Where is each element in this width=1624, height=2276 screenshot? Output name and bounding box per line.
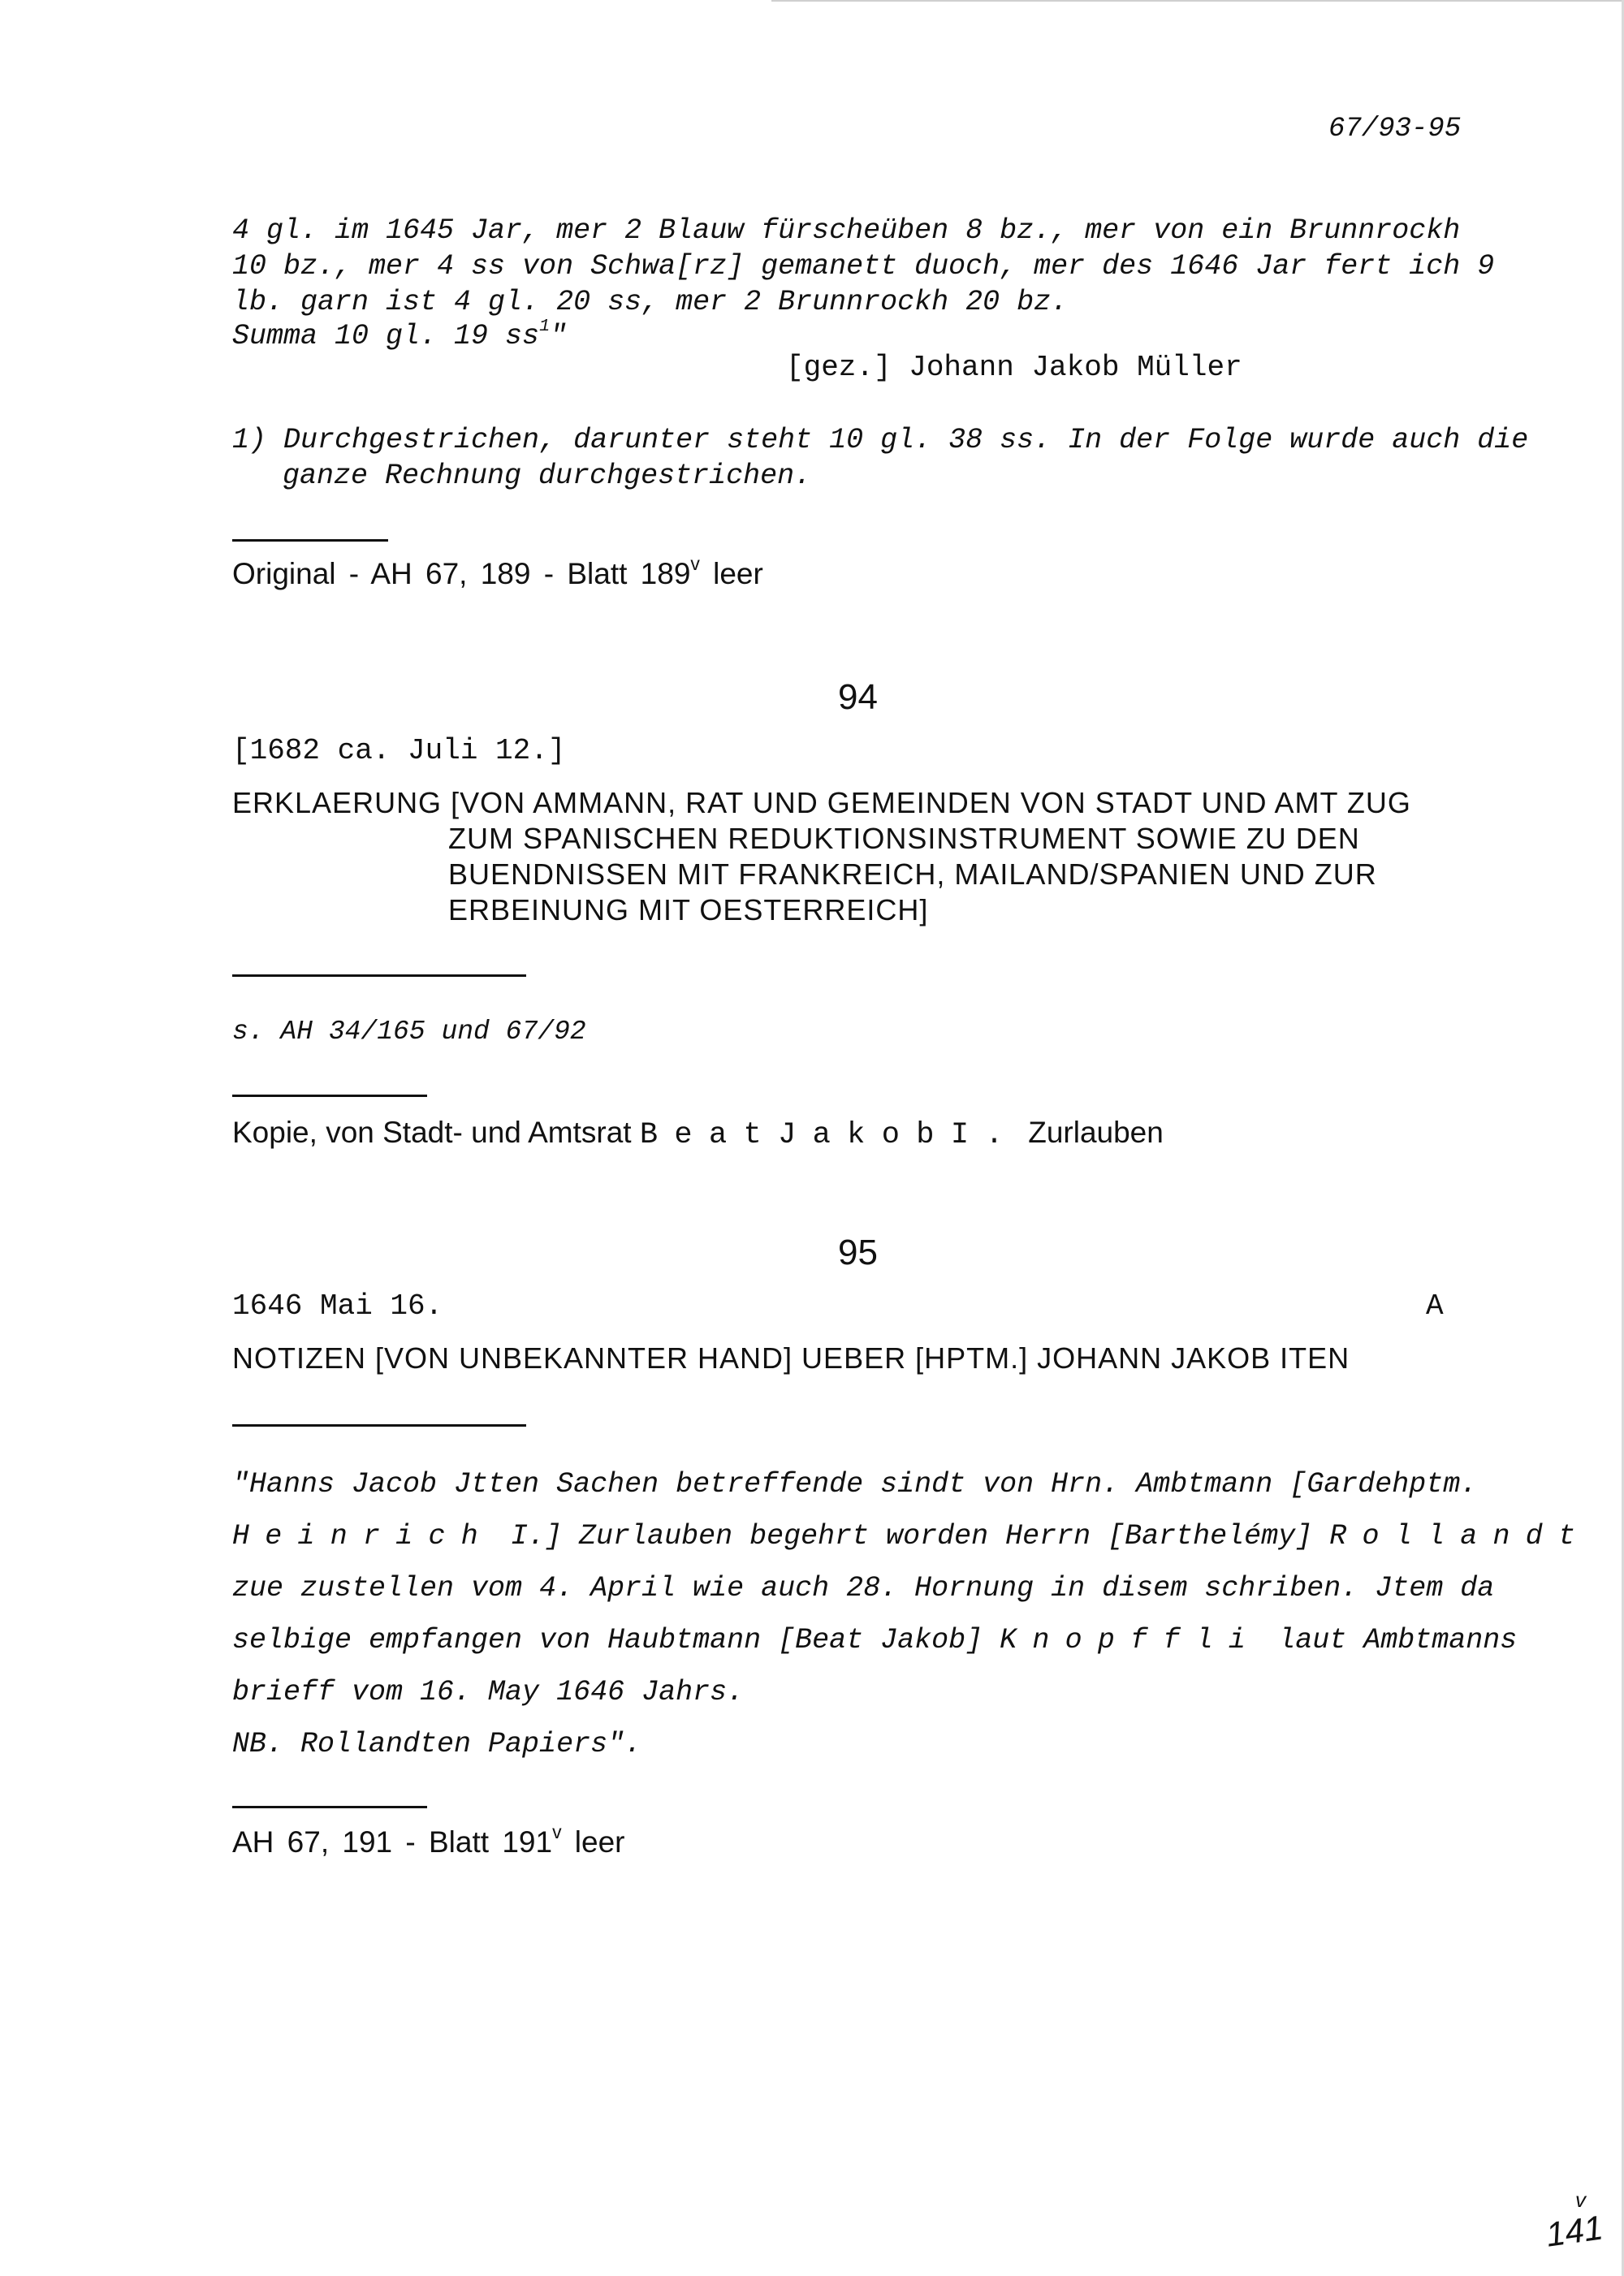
doc95-text-line-5: brieff vom 16. May 1646 Jahrs. (232, 1676, 745, 1708)
doc95-text-line-6: NB. Rollandten Papiers". (232, 1728, 642, 1760)
doc94-date: [1682 ca. Juli 12.] (232, 734, 566, 767)
folio-verso-mark: v (1575, 2187, 1586, 2212)
footnote-line-1: 1) Durchgestrichen, darunter steht 10 gl. 38 ss. In der Folge wurde auch die (232, 424, 1529, 456)
doc93-line-2: 10 bz., mer 4 ss von Schwa[rz] gemanett duoch, mer des 1646 Jar fert ich 9 (232, 250, 1495, 283)
spaced-name-jakob: JakobI. (778, 1118, 1020, 1152)
doc95-text-line-4 (232, 1622, 1517, 1658)
doc95-text-line-1: "Hanns Jacob Jtten Sachen betreffende sindt von Hrn. Ambtmann [Gardehptm. (232, 1468, 1478, 1501)
spaced-name-knopffli: Knopffli (1000, 1624, 1262, 1656)
doc95-text-line-4-a: selbige empfangen von Haubtmann [Beat Jakob] (232, 1624, 1000, 1656)
doc95-source-suffix: leer (561, 1825, 625, 1859)
separator-rule (232, 974, 526, 977)
doc93-summa (232, 318, 567, 354)
spaced-name-rollandt: Rollandt (1329, 1520, 1592, 1553)
page-top-edge (771, 0, 1624, 2)
doc95-title: NOTIZEN [VON UNBEKANNTER HAND] UEBER [HPTM.] JOHANN JAKOB ITEN (232, 1341, 1350, 1375)
doc95-text-line-4-b: laut Ambtmanns (1261, 1624, 1518, 1656)
doc93-line-3: lb. garn ist 4 gl. 20 ss, mer 2 Brunnrockh 20 bz. (232, 286, 1069, 318)
separator-rule (232, 1806, 427, 1808)
separator-rule (232, 1424, 526, 1427)
doc95-text-line-2-mid: I.] Zurlauben begehrt worden Herrn [Barthelémy] (494, 1520, 1330, 1553)
doc94-source-prefix: Kopie, von Stadt- und Amtsrat (232, 1116, 640, 1149)
folio-number: 141 (1544, 2208, 1605, 2254)
summa-text: Summa 10 gl. 19 ss (232, 320, 540, 352)
doc94-reference: s. AH 34/165 und 67/92 (232, 1017, 586, 1047)
doc93-line-1: 4 gl. im 1645 Jar, mer 2 Blauw fürscheüben 8 bz., mer von ein Brunnrockh (232, 214, 1461, 247)
footnote-line-2: ganze Rechnung durchgestrichen. (283, 460, 812, 492)
spaced-name-beat: Beat (639, 1118, 779, 1152)
doc94-title-line-2: ZUM SPANISCHEN REDUKTIONSINSTRUMENT SOWIE ZU DEN (448, 822, 1360, 855)
signature: [gez.] Johann Jakob Müller (786, 351, 1242, 384)
doc95-number: 95 (838, 1233, 878, 1272)
doc93-source-suffix: leer (699, 557, 763, 590)
doc95-source (232, 1821, 625, 1859)
doc94-number: 94 (838, 677, 878, 717)
doc94-title-line-1: ERKLAERUNG [VON AMMANN, RAT UND GEMEINDEN VON STADT UND AMT ZUG (232, 786, 1411, 819)
doc95-source-text: AH 67, 191 - Blatt 191 (232, 1825, 553, 1859)
doc94-title-line-4: ERBEINUNG MIT OESTERREICH] (448, 893, 929, 926)
verso-mark: v (552, 1821, 562, 1843)
page-reference: 67/93-95 (1328, 114, 1462, 145)
spaced-name-heinrich: Heinrich (232, 1520, 495, 1553)
doc95-date: 1646 Mai 16. (232, 1289, 443, 1323)
doc95-marker: A (1426, 1289, 1444, 1323)
separator-rule (232, 539, 388, 542)
doc95-text-line-3: zue zustellen vom 4. April wie auch 28. Hornung in disem schriben. Jtem da (232, 1572, 1495, 1604)
doc94-source (232, 1116, 1164, 1152)
doc94-source-suffix: Zurlauben (1019, 1116, 1164, 1149)
footnote-mark: 1 (539, 316, 551, 337)
verso-mark: v (690, 553, 700, 575)
separator-rule (232, 1095, 427, 1097)
doc93-source (232, 553, 763, 591)
summa-close-quote: " (550, 320, 568, 352)
doc95-text-line-2 (232, 1518, 1591, 1554)
doc93-source-text: Original - AH 67, 189 - Blatt 189 (232, 557, 691, 590)
doc94-title-line-3: BUENDNISSEN MIT FRANKREICH, MAILAND/SPANIEN UND ZUR (448, 857, 1377, 891)
